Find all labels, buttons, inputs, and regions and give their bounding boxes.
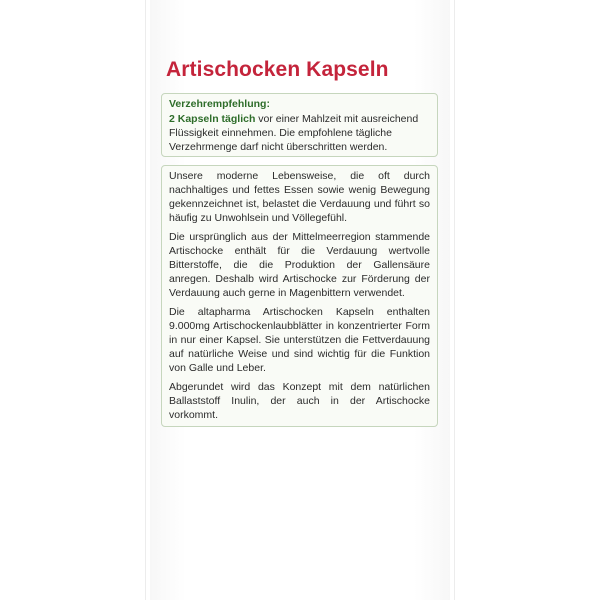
recommendation-box — [161, 93, 438, 157]
recommendation-heading: Verzehrempfehlung: — [169, 98, 270, 110]
description-paragraph-3: Die altapharma Artischocken Kapseln enthalten 9.000mg Artischockenlaubblätter in konzentrierter Form in nur einer Kapsel. Sie unterstützen die Fettverdauung auf natürliche Weise und sind wichtig für die Funktion von Galle und Leber. — [169, 306, 430, 374]
recommendation-text — [169, 112, 430, 154]
description-paragraph-4: Abgerundet wird das Konzept mit dem natürlichen Ballaststoff Inulin, der auch in der Artischocke vorkommt. — [169, 381, 430, 421]
description-paragraph-2: Die ursprünglich aus der Mittelmeerregion stammende Artischocke enthält für die Verdauung wertvolle Bitterstoffe, die die Produktion der Gallensäure anregen. Deshalb wird Artischocke zur Förderung der Verdauung auch gerne in Magenbittern verwendet. — [169, 231, 430, 299]
description-box — [161, 165, 438, 427]
dose-text: 2 Kapseln täglich — [169, 113, 256, 125]
recommendation-instructions: vor einer Mahlzeit mit ausreichend Flüssigkeit einnehmen. Die empfohlene tägliche Verzehrmenge darf nicht überschritten werden. — [169, 113, 419, 153]
product-title: Artischocken Kapseln — [166, 58, 389, 81]
description-paragraph-1: Unsere moderne Lebensweise, die oft durch nachhaltiges und fettes Essen sowie wenig Bewegung gekennzeichnet ist, belastet die Verdauung und führt so häufig zu Unwohlsein und Völlegefühl. — [169, 170, 430, 224]
